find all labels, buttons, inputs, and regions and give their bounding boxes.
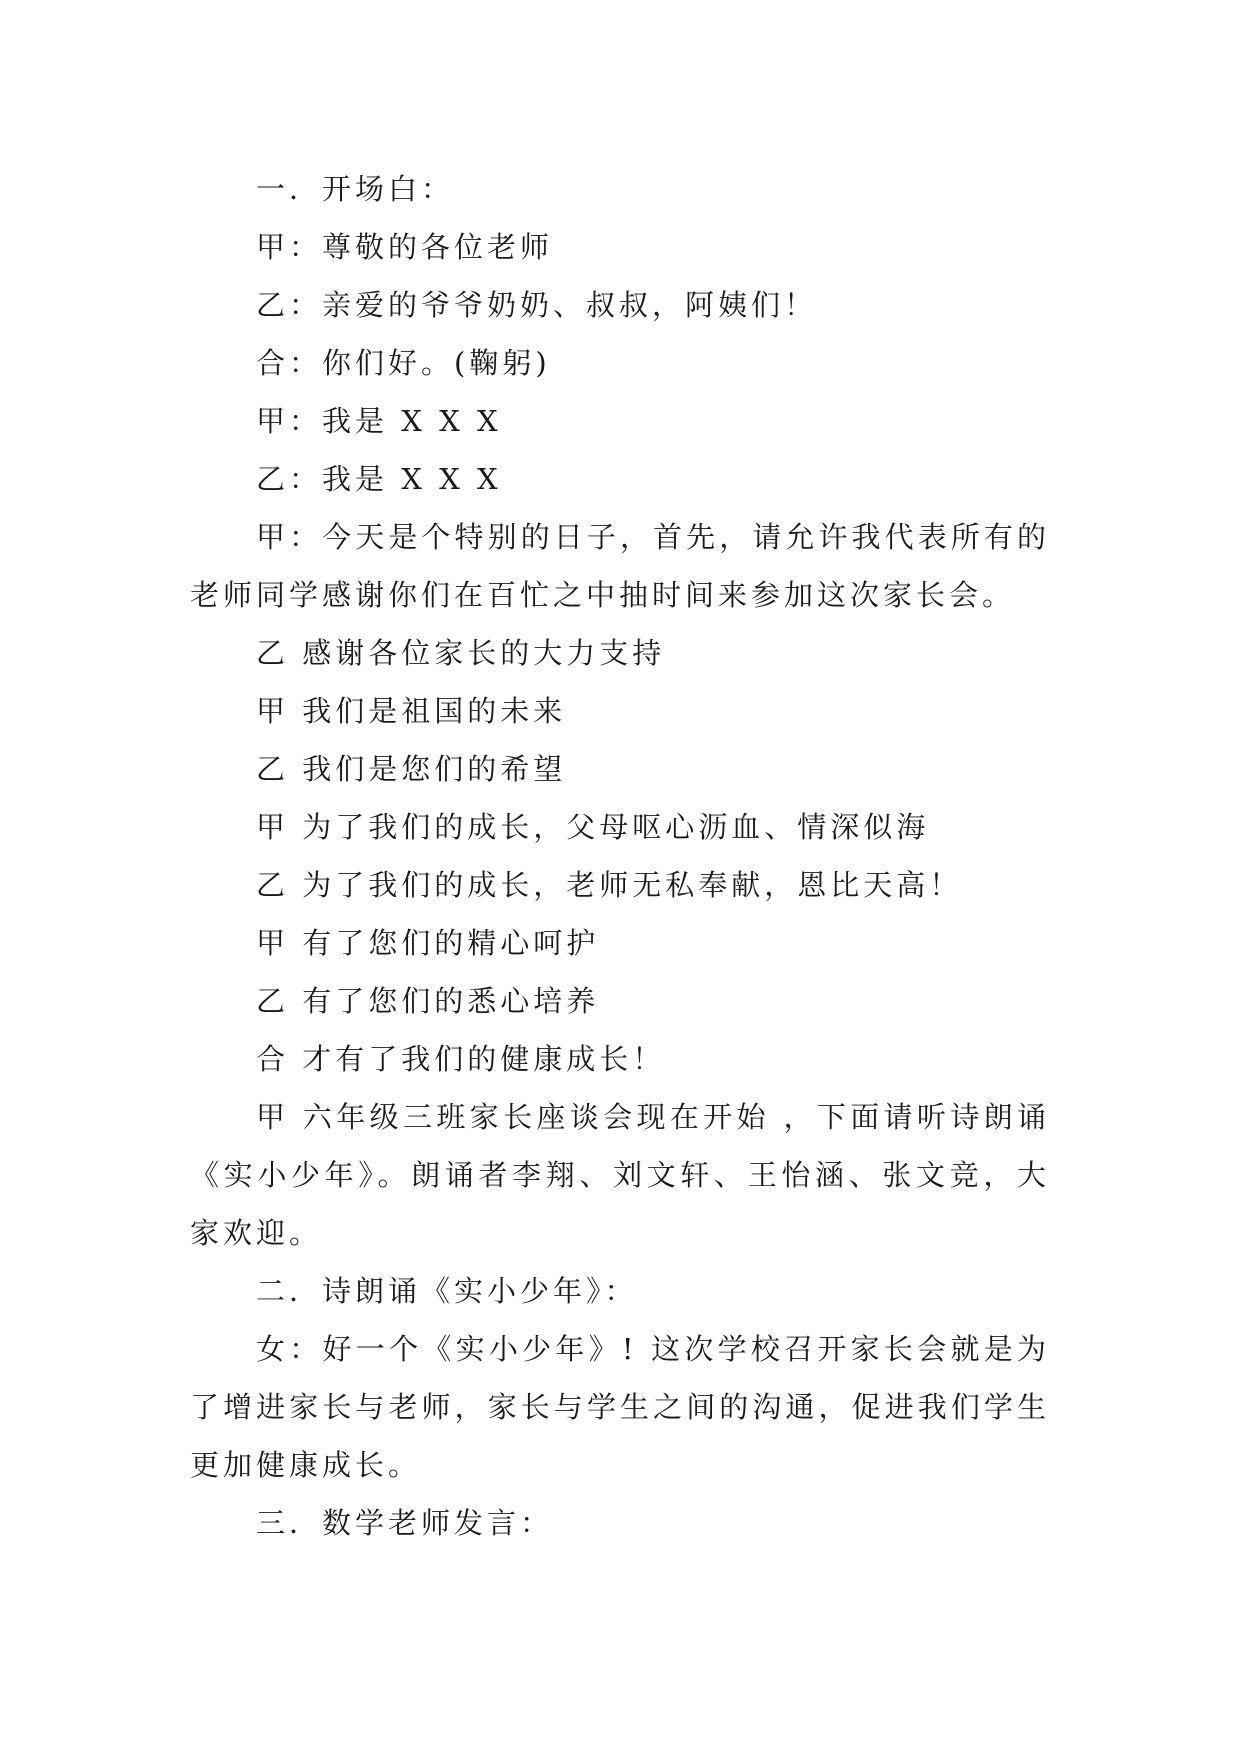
document-body (190, 160, 1050, 1552)
paragraph-line: 甲 六年级三班家长座谈会现在开始 ，下面请听诗朗诵《实小少年》。朗诵者李翔、刘文轩、王怡涵、张文竞，大家欢迎。 (190, 1100, 1050, 1250)
paragraph-line: 合 才有了我们的健康成长！ (256, 1042, 666, 1076)
paragraph-line: 乙 我们是您们的希望 (256, 752, 567, 786)
paragraph-line: 乙 为了我们的成长，老师无私奉献，恩比天高！ (256, 868, 963, 902)
paragraph-line: 乙 有了您们的悉心培养 (256, 984, 600, 1018)
paragraph-line: 合：你们好。(鞠躬) (256, 346, 551, 380)
paragraph-line: 乙：亲爱的爷爷奶奶、叔叔，阿姨们！ (256, 288, 818, 322)
paragraph-line: 乙 感谢各位家长的大力支持 (256, 636, 666, 670)
paragraph-line: 女：好一个《实小少年》! 这次学校召开家长会就是为了增进家长与老师，家长与学生之间的沟通，促进我们学生更加健康成长。 (190, 1332, 1050, 1482)
paragraph-line: 甲：我是 X X X (256, 404, 502, 438)
paragraph-line: 甲 我们是祖国的未来 (256, 694, 567, 728)
paragraph-math-teacher-heading: 三．数学老师发言： (256, 1506, 554, 1540)
paragraph-poem-heading: 二．诗朗诵《实小少年》： (256, 1274, 638, 1308)
paragraph-line: 甲 有了您们的精心呵护 (256, 926, 600, 960)
paragraph-line: 甲：今天是个特别的日子，首先，请允许我代表所有的老师同学感谢你们在百忙之中抽时间来参加这次家长会。 (190, 520, 1050, 612)
paragraph-line: 乙：我是 X X X (256, 462, 502, 496)
paragraph-line: 甲：尊敬的各位老师 (256, 230, 554, 264)
paragraph-line: 甲 为了我们的成长，父母呕心沥血、情深似海 (256, 810, 930, 844)
paragraph-opening-heading: 一．开场白： (256, 172, 455, 206)
